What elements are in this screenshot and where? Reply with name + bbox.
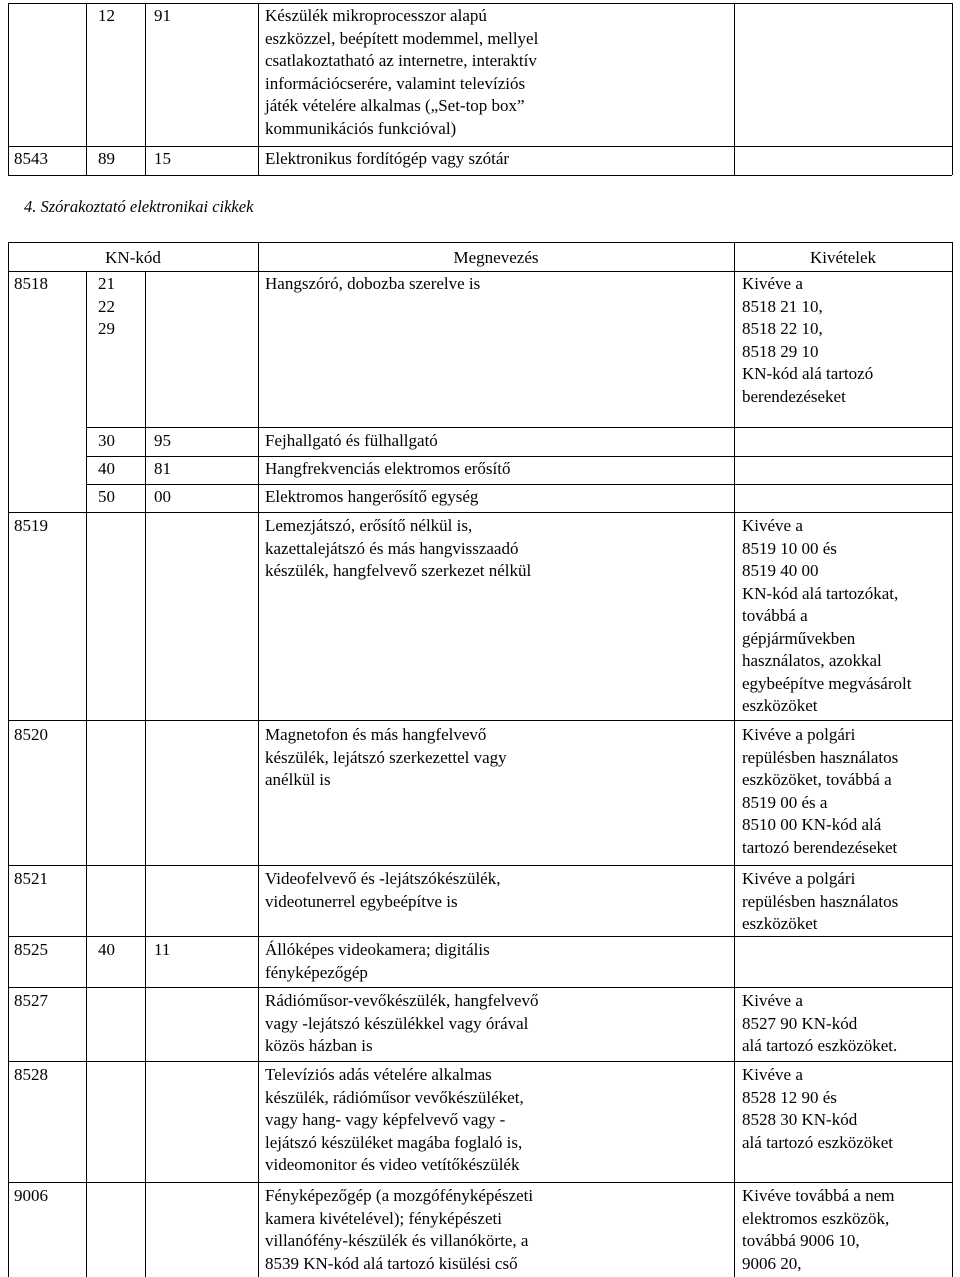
- table-rule: [258, 484, 259, 512]
- table-rule: [145, 1182, 146, 1277]
- header-description: Megnevezés: [453, 248, 539, 267]
- exception-line: 8527 90 KN-kód: [742, 1013, 858, 1033]
- cn-subcode: 15: [154, 149, 171, 168]
- description-line: videomonitor és video vetítőkészülék: [265, 1155, 520, 1174]
- description-line: eszközzel, beépített modemmel, mellyel: [265, 28, 539, 48]
- table-rule: [145, 512, 146, 720]
- merged-cell-gap: [9, 456, 86, 457]
- cn-subheading-code: 40: [98, 940, 115, 959]
- cn-heading-code: 8520: [14, 725, 48, 744]
- table-rule: [734, 987, 735, 1061]
- cn-heading-code: 9006: [14, 1186, 48, 1205]
- description-line: Fényképezőgép (a mozgófényképészeti: [265, 1186, 534, 1205]
- exception-line: Kivéve a: [742, 1065, 803, 1084]
- table-rule: [8, 242, 9, 1277]
- table-rule: [86, 865, 87, 936]
- exception-line: eszközöket: [742, 914, 818, 933]
- table-rule: [145, 427, 146, 456]
- table-rule: [258, 456, 259, 484]
- exception-line: 8510 00 KN-kód alá: [742, 815, 882, 834]
- cn-subcode: 95: [154, 431, 171, 450]
- table-rule: [145, 1061, 146, 1182]
- exception-line: Kivéve a polgári: [742, 869, 856, 888]
- table-rule: [258, 3, 259, 175]
- exception-line: 8519 40 00: [742, 561, 819, 580]
- cn-subcode: 81: [154, 459, 171, 478]
- table-rule: [8, 242, 952, 243]
- table-rule: [258, 427, 259, 456]
- table-rule: [8, 512, 952, 513]
- cn-heading-code: 8519: [14, 516, 48, 535]
- table-rule: [145, 936, 146, 987]
- table-rule: [734, 1182, 735, 1277]
- table-rule: [86, 987, 87, 1061]
- description-line: anélkül is: [265, 770, 331, 789]
- table-rule: [258, 865, 259, 936]
- table-rule: [86, 512, 87, 720]
- description-line: Televíziós adás vételére alkalmas: [265, 1065, 492, 1084]
- cn-subheading-code: 29: [98, 319, 115, 338]
- exception-line: Kivéve a: [742, 274, 803, 293]
- description-line: Videofelvevő és -lejátszókészülék,: [265, 869, 501, 888]
- table-rule: [258, 720, 259, 865]
- table-rule: [258, 512, 259, 720]
- exception-line: repülésben használatos: [742, 891, 899, 911]
- description-line: kazettalejátszó és más hangvisszaadó: [265, 538, 519, 558]
- table-rule: [145, 3, 146, 175]
- merged-cell-gap: [9, 484, 86, 485]
- description-line: vagy -lejátszó készülékkel vagy órával: [265, 1013, 529, 1033]
- exception-line: elektromos eszközök,: [742, 1208, 890, 1228]
- merged-cell-gap: [9, 427, 86, 428]
- table-rule: [734, 484, 735, 512]
- header-exceptions: Kivételek: [809, 248, 877, 267]
- description-line: közös házban is: [265, 1036, 373, 1055]
- table-rule: [145, 484, 146, 512]
- exception-line: repülésben használatos: [742, 747, 899, 767]
- exception-line: gépjárművekben: [742, 628, 856, 648]
- table-rule: [8, 456, 952, 457]
- table-rule: [8, 146, 952, 147]
- table-rule: [145, 865, 146, 936]
- table-rule: [8, 865, 952, 866]
- table-rule: [145, 720, 146, 865]
- description-line: kamera kivételével); fényképészeti: [265, 1208, 502, 1228]
- exception-line: 8518 22 10,: [742, 319, 823, 338]
- exception-line: használatos, azokkal: [742, 651, 882, 670]
- table-rule: [8, 1182, 952, 1183]
- exception-line: továbbá a: [742, 606, 808, 625]
- description-line: Hangfrekvenciás elektromos erősítő: [265, 459, 511, 478]
- description-line: villanófény-készülék és villanókörte, a: [265, 1231, 529, 1250]
- table-rule: [86, 3, 87, 175]
- table-rule: [734, 720, 735, 865]
- cn-subcode: 11: [154, 940, 171, 959]
- description-line: Fejhallgató és fülhallgató: [265, 431, 438, 450]
- description-line: Elektromos hangerősítő egység: [265, 487, 479, 506]
- table-rule: [952, 242, 953, 1277]
- exception-line: 8518 29 10: [742, 341, 819, 361]
- table-rule: [145, 987, 146, 1061]
- description-line: Készülék mikroprocesszor alapú: [265, 6, 487, 25]
- table-rule: [734, 1061, 735, 1182]
- description-line: fényképezőgép: [265, 962, 368, 982]
- description-line: Állóképes videokamera; digitális: [265, 940, 490, 959]
- table-rule: [86, 1182, 87, 1277]
- cn-subcode: 00: [154, 487, 171, 506]
- description-line: csatlakoztatható az internetre, interaktív: [265, 51, 537, 70]
- cn-subheading-code: 89: [98, 149, 115, 168]
- cn-heading-code: 8521: [14, 869, 48, 888]
- table-rule: [86, 1061, 87, 1182]
- table-rule: [86, 936, 87, 987]
- description-line: információcserére, valamint televíziós: [265, 73, 526, 93]
- table-rule: [734, 427, 735, 456]
- table-rule: [258, 1182, 259, 1277]
- cn-subheading-code: 12: [98, 6, 115, 25]
- exception-line: eszközöket, továbbá a: [742, 770, 892, 789]
- table-rule: [8, 3, 9, 175]
- table-rule: [734, 936, 735, 987]
- table-rule: [258, 1061, 259, 1182]
- description-line: készülék, lejátszó szerkezettel vagy: [265, 747, 507, 767]
- description-line: lejátszó készüléket magába foglaló is,: [265, 1132, 523, 1152]
- cn-subheading-code: 22: [98, 296, 115, 316]
- exception-line: 8519 00 és a: [742, 792, 828, 812]
- table-rule: [258, 936, 259, 987]
- description-line: készülék, hangfelvevő szerkezet nélkül: [265, 561, 532, 580]
- table-rule: [258, 271, 259, 427]
- table-rule: [145, 456, 146, 484]
- table-rule: [952, 3, 953, 175]
- table-rule: [258, 987, 259, 1061]
- description-line: Magnetofon és más hangfelvevő: [265, 725, 487, 744]
- exception-line: 8519 10 00 és: [742, 538, 837, 558]
- exception-line: 8518 21 10,: [742, 296, 823, 316]
- cn-heading-code: 8528: [14, 1065, 48, 1084]
- table-rule: [8, 427, 952, 428]
- exception-line: berendezéseket: [742, 386, 846, 406]
- cn-heading-code: 8527: [14, 991, 48, 1010]
- exception-line: 8528 12 90 és: [742, 1087, 837, 1107]
- cn-subcode: 91: [154, 6, 171, 25]
- table-rule: [145, 271, 146, 427]
- description-line: Hangszóró, dobozba szerelve is: [265, 274, 481, 293]
- exception-line: egybeépítve megvásárolt: [742, 673, 912, 693]
- table-rule: [8, 3, 952, 4]
- table-rule: [86, 271, 87, 512]
- table-rule: [734, 456, 735, 484]
- cn-subheading-code: 30: [98, 431, 115, 450]
- table-rule: [734, 3, 735, 175]
- exception-line: KN-kód alá tartozó: [742, 364, 874, 383]
- cn-subheading-code: 21: [98, 274, 115, 293]
- exception-line: 8528 30 KN-kód: [742, 1110, 858, 1129]
- table-rule: [734, 512, 735, 720]
- description-line: játék vételére alkalmas („Set-top box”: [265, 96, 525, 115]
- description-line: videotunerrel egybeépítve is: [265, 891, 458, 911]
- table-rule: [8, 1061, 952, 1062]
- section-title: 4. Szórakoztató elektronikai cikkek: [24, 197, 254, 216]
- exception-line: Kivéve a: [742, 991, 803, 1010]
- description-line: Rádióműsor-vevőkészülék, hangfelvevő: [265, 991, 539, 1010]
- table-rule: [8, 987, 952, 988]
- exception-line: alá tartozó eszközöket: [742, 1132, 894, 1152]
- description-line: vagy hang- vagy képfelvevő vagy -: [265, 1110, 506, 1129]
- cn-heading-code: 8518: [14, 274, 48, 293]
- exception-line: Kivéve továbbá a nem: [742, 1186, 895, 1205]
- exception-line: 9006 20,: [742, 1253, 802, 1273]
- table-rule: [734, 271, 735, 427]
- description-line: kommunikációs funkcióval): [265, 118, 457, 138]
- exception-line: Kivéve a: [742, 516, 803, 535]
- exception-line: Kivéve a polgári: [742, 725, 856, 744]
- description-line: 8539 KN-kód alá tartozó kisülési cső: [265, 1253, 518, 1273]
- exception-line: továbbá 9006 10,: [742, 1231, 860, 1250]
- table-rule: [8, 484, 952, 485]
- table-rule: [734, 865, 735, 936]
- cn-heading-code: 8525: [14, 940, 48, 959]
- header-kn-code: KN-kód: [105, 248, 161, 267]
- exception-line: KN-kód alá tartozókat,: [742, 583, 899, 603]
- description-line: Elektronikus fordítógép vagy szótár: [265, 149, 510, 168]
- table-rule: [8, 175, 952, 176]
- description-line: készülék, rádióműsor vevőkészüléket,: [265, 1087, 524, 1107]
- exception-line: tartozó berendezéseket: [742, 837, 898, 857]
- description-line: Lemezjátszó, erősítő nélkül is,: [265, 516, 473, 535]
- table-rule: [8, 936, 952, 937]
- cn-heading-code: 8543: [14, 149, 48, 168]
- table-rule: [86, 720, 87, 865]
- table-rule: [8, 720, 952, 721]
- cn-subheading-code: 40: [98, 459, 115, 478]
- exception-line: alá tartozó eszközöket.: [742, 1036, 898, 1055]
- table-rule: [8, 271, 952, 272]
- exception-line: eszközöket: [742, 696, 818, 715]
- cn-subheading-code: 50: [98, 487, 115, 506]
